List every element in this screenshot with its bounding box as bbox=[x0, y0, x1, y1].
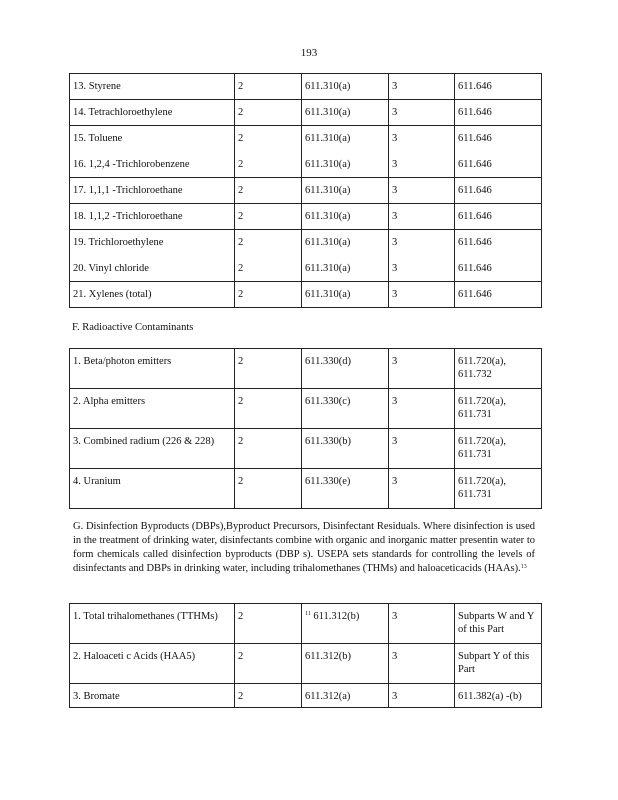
table-row bbox=[70, 349, 542, 389]
disinfection-paragraph bbox=[73, 520, 535, 576]
contaminant-name: 4. Uranium bbox=[70, 469, 235, 509]
page-number: 193 bbox=[300, 47, 318, 59]
radioactive-section-title: F. Radioactive Contaminants bbox=[72, 322, 194, 333]
level-value: 2 bbox=[235, 389, 302, 429]
rule-ref: 611.646 bbox=[455, 204, 542, 230]
rule-ref: Subparts W and Y of this Part bbox=[455, 604, 542, 644]
section-ref: 611.310(a) bbox=[302, 74, 389, 100]
frequency-value: 3 bbox=[389, 282, 455, 308]
level-value: 2 bbox=[235, 230, 302, 256]
contaminant-name: 19. Trichloroethylene bbox=[70, 230, 235, 256]
section-ref bbox=[302, 604, 389, 644]
level-value: 2 bbox=[235, 100, 302, 126]
frequency-value: 3 bbox=[389, 256, 455, 282]
table-row bbox=[70, 282, 542, 308]
contaminant-name: 3. Bromate bbox=[70, 684, 235, 708]
table-row bbox=[70, 100, 542, 126]
frequency-value: 3 bbox=[389, 100, 455, 126]
section-ref: 611.310(a) bbox=[302, 178, 389, 204]
frequency-value: 3 bbox=[389, 604, 455, 644]
level-value: 2 bbox=[235, 349, 302, 389]
level-value: 2 bbox=[235, 74, 302, 100]
contaminant-name: 16. 1,2,4 -Trichlorobenzene bbox=[70, 152, 235, 178]
contaminant-name: 17. 1,1,1 -Trichloroethane bbox=[70, 178, 235, 204]
frequency-value: 3 bbox=[389, 204, 455, 230]
section-ref: 611.310(a) bbox=[302, 282, 389, 308]
table-row bbox=[70, 256, 542, 282]
organic-contaminants-table bbox=[69, 73, 542, 308]
table-row bbox=[70, 644, 542, 684]
contaminant-name: 21. Xylenes (total) bbox=[70, 282, 235, 308]
rule-ref: Subpart Y of this Part bbox=[455, 644, 542, 684]
section-ref: 611.310(a) bbox=[302, 126, 389, 152]
rule-ref: 611.646 bbox=[455, 256, 542, 282]
table-row bbox=[70, 684, 542, 708]
frequency-value: 3 bbox=[389, 684, 455, 708]
contaminant-name: 15. Toluene bbox=[70, 126, 235, 152]
table-row bbox=[70, 230, 542, 256]
level-value: 2 bbox=[235, 469, 302, 509]
disinfection-table bbox=[69, 603, 542, 708]
rule-ref: 611.646 bbox=[455, 126, 542, 152]
rule-ref: 611.646 bbox=[455, 74, 542, 100]
level-value: 2 bbox=[235, 152, 302, 178]
section-ref bbox=[302, 644, 389, 684]
contaminant-name: 18. 1,1,2 -Trichloroethane bbox=[70, 204, 235, 230]
section-ref-text: 611.312(b) bbox=[305, 651, 351, 662]
section-ref: 611.310(a) bbox=[302, 100, 389, 126]
level-value: 2 bbox=[235, 644, 302, 684]
contaminant-name: 14. Tetrachloroethylene bbox=[70, 100, 235, 126]
section-ref: 611.330(d) bbox=[302, 349, 389, 389]
table-row bbox=[70, 178, 542, 204]
section-ref: 611.330(b) bbox=[302, 429, 389, 469]
level-value: 2 bbox=[235, 256, 302, 282]
footnote-marker: 13 bbox=[520, 564, 527, 570]
rule-ref: 611.720(a), 611.732 bbox=[455, 349, 542, 389]
rule-ref: 611.720(a), 611.731 bbox=[455, 389, 542, 429]
contaminant-name: 2. Alpha emitters bbox=[70, 389, 235, 429]
table-row bbox=[70, 126, 542, 152]
table-row bbox=[70, 469, 542, 509]
section-ref: 611.310(a) bbox=[302, 152, 389, 178]
frequency-value: 3 bbox=[389, 349, 455, 389]
section-ref: 611.330(e) bbox=[302, 469, 389, 509]
level-value: 2 bbox=[235, 178, 302, 204]
level-value: 2 bbox=[235, 429, 302, 469]
contaminant-name: 2. Haloaceti c Acids (HAA5) bbox=[70, 644, 235, 684]
frequency-value: 3 bbox=[389, 429, 455, 469]
contaminant-name: 1. Total trihalomethanes (TTHMs) bbox=[70, 604, 235, 644]
level-value: 2 bbox=[235, 126, 302, 152]
level-value: 2 bbox=[235, 282, 302, 308]
frequency-value: 3 bbox=[389, 178, 455, 204]
table-row bbox=[70, 604, 542, 644]
section-ref-text: 611.312(a) bbox=[305, 691, 351, 702]
table-row bbox=[70, 389, 542, 429]
section-ref-text: 611.312(b) bbox=[313, 611, 360, 622]
section-ref: 611.330(c) bbox=[302, 389, 389, 429]
rule-ref: 611.646 bbox=[455, 178, 542, 204]
table-row bbox=[70, 204, 542, 230]
frequency-value: 3 bbox=[389, 74, 455, 100]
frequency-value: 3 bbox=[389, 126, 455, 152]
rule-ref: 611.646 bbox=[455, 282, 542, 308]
radioactive-table bbox=[69, 348, 542, 509]
frequency-value: 3 bbox=[389, 152, 455, 178]
section-ref bbox=[302, 684, 389, 708]
frequency-value: 3 bbox=[389, 644, 455, 684]
frequency-value: 3 bbox=[389, 230, 455, 256]
rule-ref: 611.720(a), 611.731 bbox=[455, 469, 542, 509]
section-ref: 611.310(a) bbox=[302, 204, 389, 230]
frequency-value: 3 bbox=[389, 389, 455, 429]
rule-ref: 611.382(a) -(b) bbox=[455, 684, 542, 708]
disinfection-text: G. Disinfection Byproducts (DBPs),Byproduct Precursors, Disinfectant Residuals. Where disinfection is used in the treatment of drinking water, disinfectants combine with organic and inorganic matter presentin water to form chemicals called disinfection byproducts (DBP s). USEPA sets standards for controlling the levels of disinfectants and DBPs in drinking water, including trihalomethanes (THMs) and haloaceticacids (HAAs). bbox=[73, 521, 535, 574]
footnote-marker: 11 bbox=[305, 611, 311, 617]
contaminant-name: 13. Styrene bbox=[70, 74, 235, 100]
section-ref: 611.310(a) bbox=[302, 256, 389, 282]
contaminant-name: 3. Combined radium (226 & 228) bbox=[70, 429, 235, 469]
frequency-value: 3 bbox=[389, 469, 455, 509]
section-ref: 611.310(a) bbox=[302, 230, 389, 256]
table-row bbox=[70, 429, 542, 469]
rule-ref: 611.646 bbox=[455, 100, 542, 126]
level-value: 2 bbox=[235, 684, 302, 708]
rule-ref: 611.720(a), 611.731 bbox=[455, 429, 542, 469]
level-value: 2 bbox=[235, 604, 302, 644]
level-value: 2 bbox=[235, 204, 302, 230]
table-row bbox=[70, 74, 542, 100]
table-row bbox=[70, 152, 542, 178]
rule-ref: 611.646 bbox=[455, 230, 542, 256]
rule-ref: 611.646 bbox=[455, 152, 542, 178]
contaminant-name: 20. Vinyl chloride bbox=[70, 256, 235, 282]
contaminant-name: 1. Beta/photon emitters bbox=[70, 349, 235, 389]
